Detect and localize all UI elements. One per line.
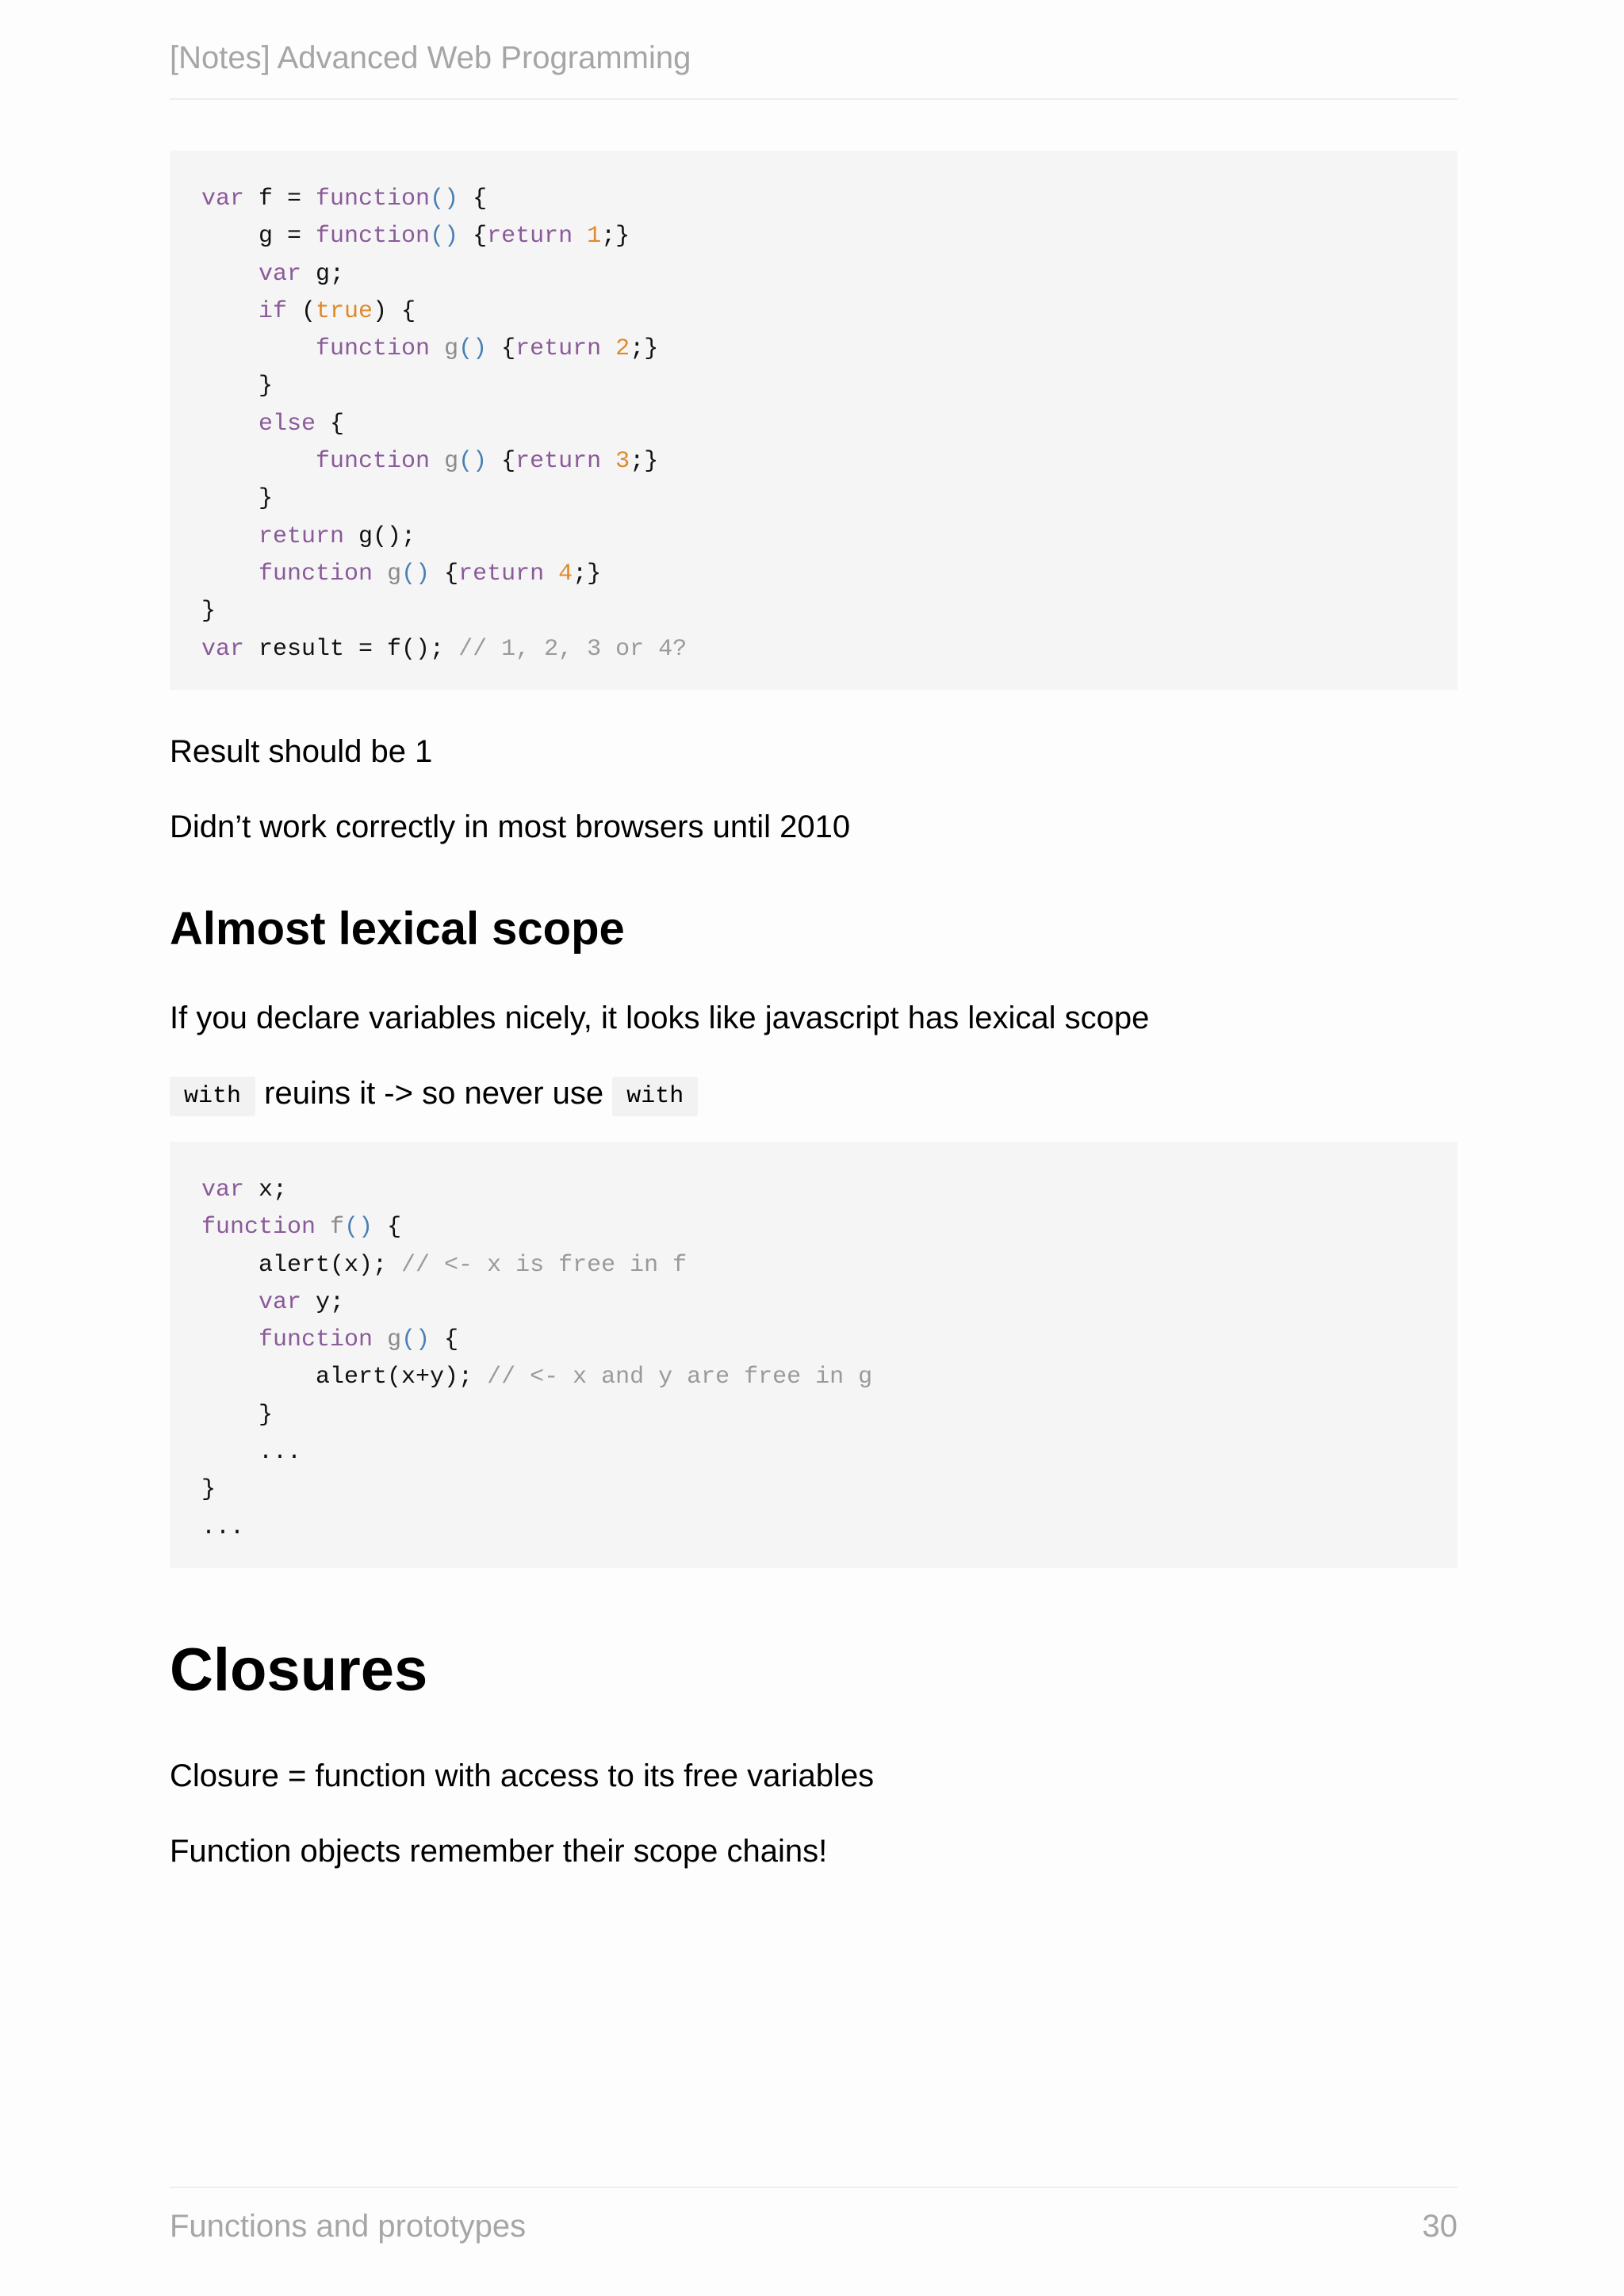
inline-code-with-2: with	[612, 1077, 698, 1116]
code-line: function g() {return 2;}	[316, 335, 659, 363]
code-line: }	[201, 1401, 274, 1429]
code-line: var x;	[201, 1177, 288, 1203]
code-line: }	[201, 1476, 216, 1504]
code-block-hoisting	[170, 151, 1457, 690]
code-line: ...	[201, 1513, 245, 1541]
page-number: 30	[1422, 2209, 1457, 2244]
page-header	[170, 38, 1457, 100]
code-line: var f = function() {	[201, 186, 488, 212]
code-line: }	[201, 373, 274, 400]
code-line: ...	[201, 1439, 302, 1467]
code-line: }	[201, 598, 216, 626]
code-line: else {	[259, 410, 345, 438]
code-line: function f() {	[201, 1214, 402, 1242]
heading-almost-lexical-scope: Almost lexical scope	[170, 903, 625, 955]
code-line: function g() {return 4;}	[259, 560, 602, 587]
footer-section: Functions and prototypes	[170, 2209, 527, 2244]
code-line: alert(x); // <- x is free in f	[201, 1251, 688, 1279]
document-page	[170, 0, 1457, 2296]
with-text: reuins it -> so never use	[255, 1076, 613, 1111]
page-footer	[170, 2187, 1457, 2260]
paragraph-with	[170, 1073, 698, 1116]
code-line: var y;	[259, 1288, 345, 1316]
code-line: var result = f(); // 1, 2, 3 or 4?	[201, 635, 688, 663]
code-line: if (true) {	[259, 297, 416, 325]
code-block-free-variables	[170, 1142, 1457, 1568]
code-line: alert(x+y); // <- x and y are free in g	[201, 1364, 873, 1391]
code-line: }	[201, 485, 274, 513]
code-line: function g() {return 3;}	[316, 448, 659, 476]
paragraph-browsers: Didn’t work correctly in most browsers until 2010	[170, 809, 851, 844]
paragraph-lexical-scope: If you declare variables nicely, it looks like javascript has lexical scope	[170, 1001, 1150, 1035]
heading-closures: Closures	[170, 1636, 428, 1704]
header-title: [Notes] Advanced Web Programming	[170, 40, 691, 75]
code-line: var g;	[259, 260, 345, 288]
paragraph-scope-chains: Function objects remember their scope chains!	[170, 1834, 828, 1869]
code-line: function g() {	[259, 1326, 459, 1354]
paragraph-closure-definition: Closure = function with access to its free variables	[170, 1758, 875, 1793]
inline-code-with: with	[170, 1077, 255, 1116]
code-line: g = function() {return 1;}	[201, 223, 630, 251]
paragraph-result: Result should be 1	[170, 734, 433, 769]
code-line: return g();	[259, 522, 416, 550]
